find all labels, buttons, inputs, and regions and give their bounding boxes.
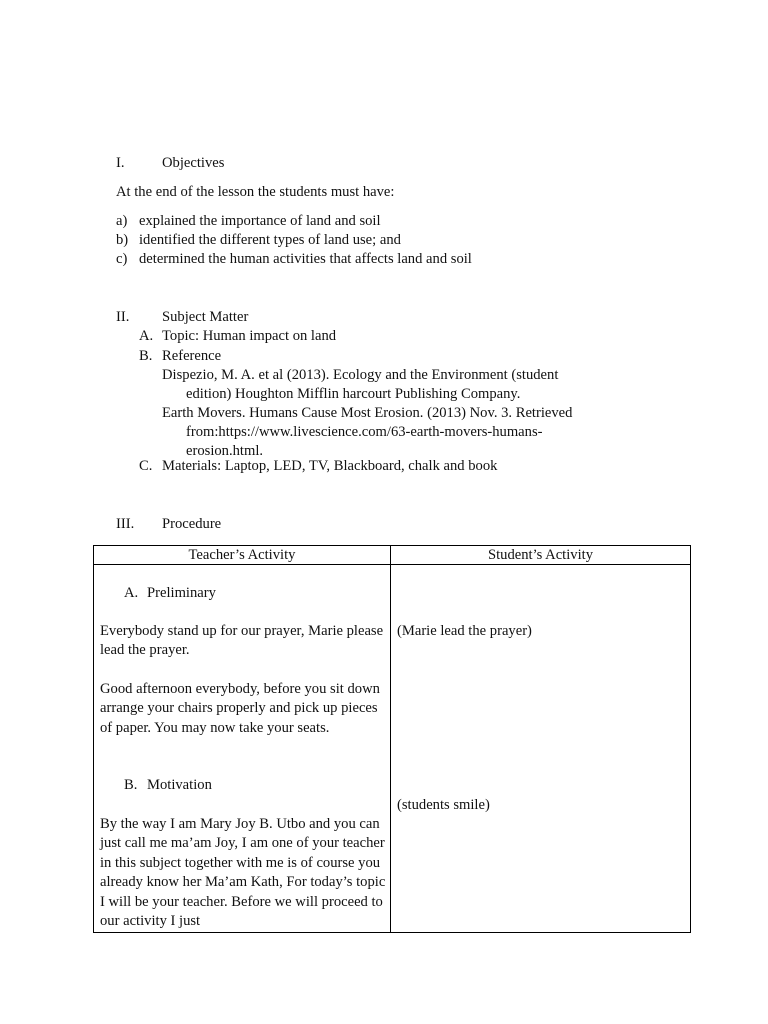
preliminary-title: Preliminary — [147, 585, 216, 601]
section2-title: Subject Matter — [162, 309, 249, 325]
materials-text: Materials: Laptop, LED, TV, Blackboard, chalk and book — [162, 458, 498, 474]
motivation-title: Motivation — [147, 777, 212, 793]
student-activity-header: Student’s Activity — [391, 546, 691, 565]
teacher-activity-cell — [94, 565, 391, 933]
teacher-prayer-text: Everybody stand up for our prayer, Marie please lead the prayer. — [100, 623, 384, 659]
section1-title: Objectives — [162, 155, 225, 171]
section1-number: I. — [116, 155, 125, 171]
motivation-marker: B. — [124, 777, 138, 793]
objective-marker-a: a) — [116, 213, 128, 229]
student-activity-cell — [391, 565, 691, 933]
objective-item-c: determined the human activities that affects land and soil — [139, 251, 472, 267]
procedure-table — [93, 545, 691, 933]
section3-title: Procedure — [162, 516, 222, 532]
objective-item-b: identified the different types of land use; and — [139, 232, 401, 248]
topic-marker: A. — [139, 328, 154, 344]
section2-number: II. — [116, 309, 130, 325]
section3-number: III. — [116, 516, 135, 532]
student-smile-response: (students smile) — [397, 797, 490, 813]
reference-2-line1: Earth Movers. Humans Cause Most Erosion. (2013) Nov. 3. Retrieved — [162, 405, 573, 421]
teacher-activity-header: Teacher’s Activity — [94, 546, 391, 565]
teacher-greeting-text: Good afternoon everybody, before you sit down arrange your chairs properly and pick up pieces of paper. You may now take your seats. — [100, 681, 380, 736]
reference-label: Reference — [162, 348, 222, 364]
objectives-intro: At the end of the lesson the students must have: — [116, 184, 395, 200]
materials-marker: C. — [139, 458, 153, 474]
reference-1-line2: edition) Houghton Mifflin harcourt Publishing Company. — [186, 386, 521, 402]
table-row — [94, 565, 691, 933]
objective-item-a: explained the importance of land and soil — [139, 213, 381, 229]
reference-marker: B. — [139, 348, 153, 364]
reference-1-line1: Dispezio, M. A. et al (2013). Ecology and the Environment (student — [162, 367, 559, 383]
reference-2-line3: erosion.html. — [186, 443, 264, 459]
teacher-introduction-text: By the way I am Mary Joy B. Utbo and you can just call me ma’am Joy, I am one of your teacher in this subject together with me is of course you already know her Ma’am Kath, For today’s topic I will be your teacher. Before we will proceed to our activity I just — [100, 816, 386, 930]
reference-2-line2: from:https://www.livescience.com/63-earth-movers-humans- — [186, 424, 543, 440]
preliminary-marker: A. — [124, 585, 139, 601]
topic-text: Topic: Human impact on land — [162, 328, 337, 344]
objective-marker-b: b) — [116, 232, 129, 248]
objective-marker-c: c) — [116, 251, 128, 267]
table-header-row — [94, 546, 691, 565]
student-prayer-response: (Marie lead the prayer) — [397, 623, 532, 639]
